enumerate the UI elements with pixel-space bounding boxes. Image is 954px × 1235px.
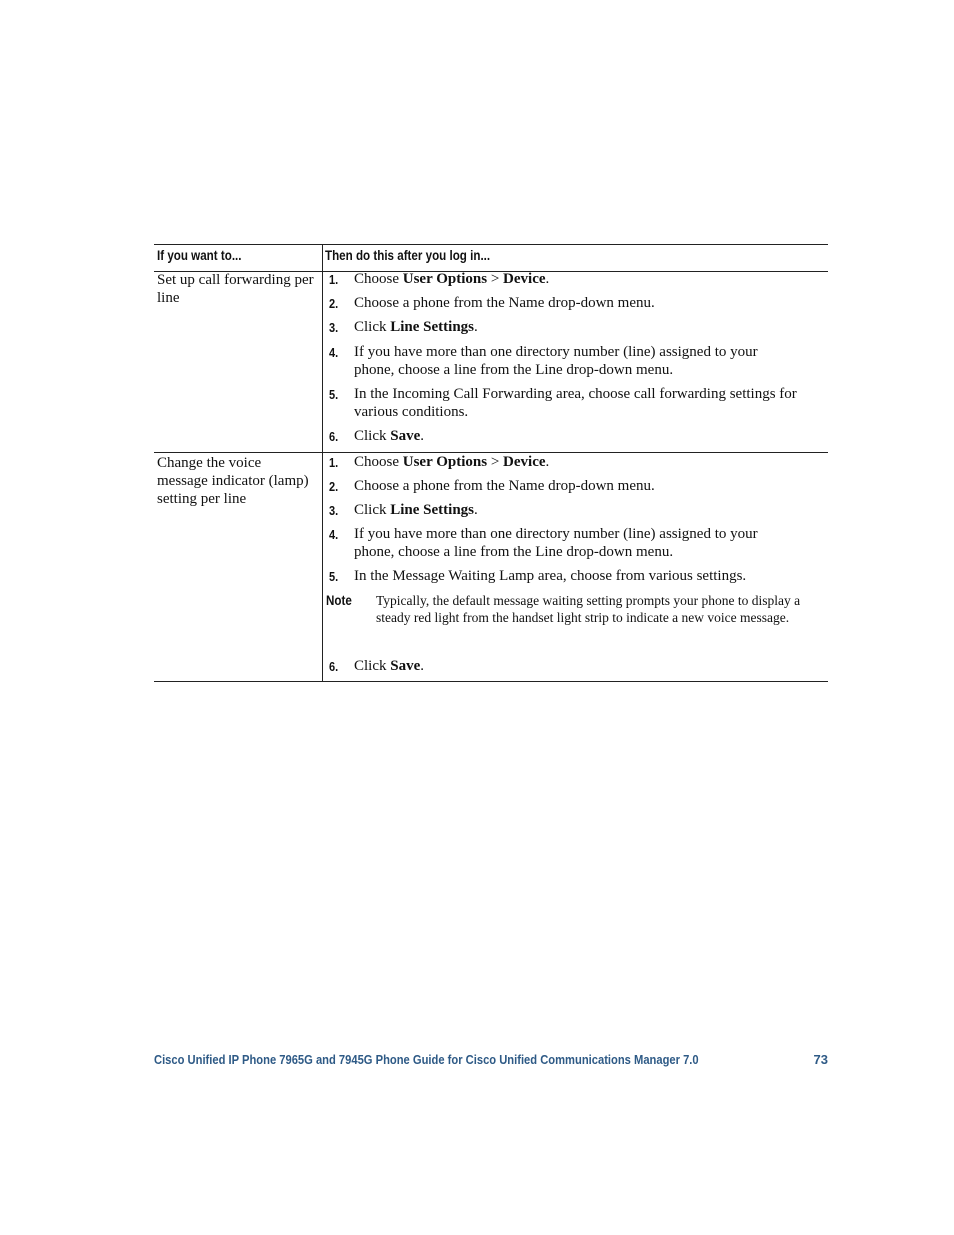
step-text: In the Incoming Call Forwarding area, choose call forwarding settings for various conditions. bbox=[354, 386, 797, 420]
step-item bbox=[329, 478, 799, 496]
step-number: 4. bbox=[329, 346, 339, 360]
instructions-table bbox=[154, 244, 828, 674]
step-text: Click Line Settings. bbox=[354, 502, 478, 518]
step-item bbox=[329, 454, 799, 472]
step-item bbox=[329, 428, 799, 446]
step-number: 1. bbox=[329, 456, 339, 470]
table-header bbox=[154, 244, 828, 272]
menu-line-settings: Line Settings bbox=[390, 319, 475, 335]
step-text: If you have more than one directory number (line) assigned to your phone, choose a line from the Line drop-down menu. bbox=[354, 526, 758, 560]
step-item bbox=[329, 568, 799, 586]
want-cell: Change the voice message indicator (lamp) setting per line bbox=[157, 455, 309, 507]
table-row bbox=[154, 270, 828, 453]
header-if-you-want: If you want to... bbox=[157, 248, 242, 263]
step-text: Choose a phone from the Name drop-down menu. bbox=[354, 478, 655, 494]
menu-save: Save bbox=[390, 428, 421, 444]
header-then-do-this: Then do this after you log in... bbox=[325, 248, 491, 263]
step-text: Click Save. bbox=[354, 428, 424, 444]
want-cell: Set up call forwarding per line bbox=[157, 272, 314, 306]
step-text: Click Line Settings. bbox=[354, 319, 478, 335]
note-label: Note bbox=[326, 593, 352, 608]
step-number: 2. bbox=[329, 480, 339, 494]
step-text: Choose a phone from the Name drop-down menu. bbox=[354, 295, 655, 311]
footer-title: Cisco Unified IP Phone 7965G and 7945G Phone Guide for Cisco Unified Communications Manager 7.0 bbox=[154, 1052, 699, 1067]
step-number: 4. bbox=[329, 528, 339, 542]
step-text: Choose User Options > Device. bbox=[354, 271, 550, 287]
step-item bbox=[329, 386, 799, 421]
page-footer bbox=[154, 1052, 828, 1070]
step-number: 1. bbox=[329, 273, 339, 287]
menu-user-options: User Options bbox=[402, 454, 488, 470]
note-text: Typically, the default message waiting setting prompts your phone to display a steady red light from the handset light strip to indicate a new voice message. bbox=[376, 593, 801, 625]
step-number: 2. bbox=[329, 297, 339, 311]
step-number: 3. bbox=[329, 321, 339, 335]
step-number: 5. bbox=[329, 570, 339, 584]
step-number: 6. bbox=[329, 660, 339, 674]
step-item bbox=[329, 344, 799, 379]
step-number: 6. bbox=[329, 430, 339, 444]
step-item bbox=[329, 295, 799, 313]
step-text: In the Message Waiting Lamp area, choose from various settings. bbox=[354, 568, 747, 584]
step-number: 5. bbox=[329, 388, 339, 402]
note-block bbox=[326, 592, 821, 626]
step-item bbox=[329, 319, 799, 337]
step-item bbox=[329, 502, 799, 520]
menu-device: Device bbox=[503, 271, 546, 287]
menu-device: Device bbox=[503, 454, 546, 470]
menu-line-settings: Line Settings bbox=[390, 502, 475, 518]
menu-save: Save bbox=[390, 658, 421, 674]
step-item bbox=[329, 658, 799, 676]
step-text: If you have more than one directory number (line) assigned to your phone, choose a line from the Line drop-down menu. bbox=[354, 344, 758, 378]
step-text: Click Save. bbox=[354, 658, 424, 674]
menu-user-options: User Options bbox=[402, 271, 488, 287]
step-item bbox=[329, 526, 799, 561]
step-number: 3. bbox=[329, 504, 339, 518]
step-text: Choose User Options > Device. bbox=[354, 454, 550, 470]
page-number: 73 bbox=[813, 1052, 828, 1067]
step-item bbox=[329, 271, 799, 289]
table-row bbox=[154, 453, 828, 682]
